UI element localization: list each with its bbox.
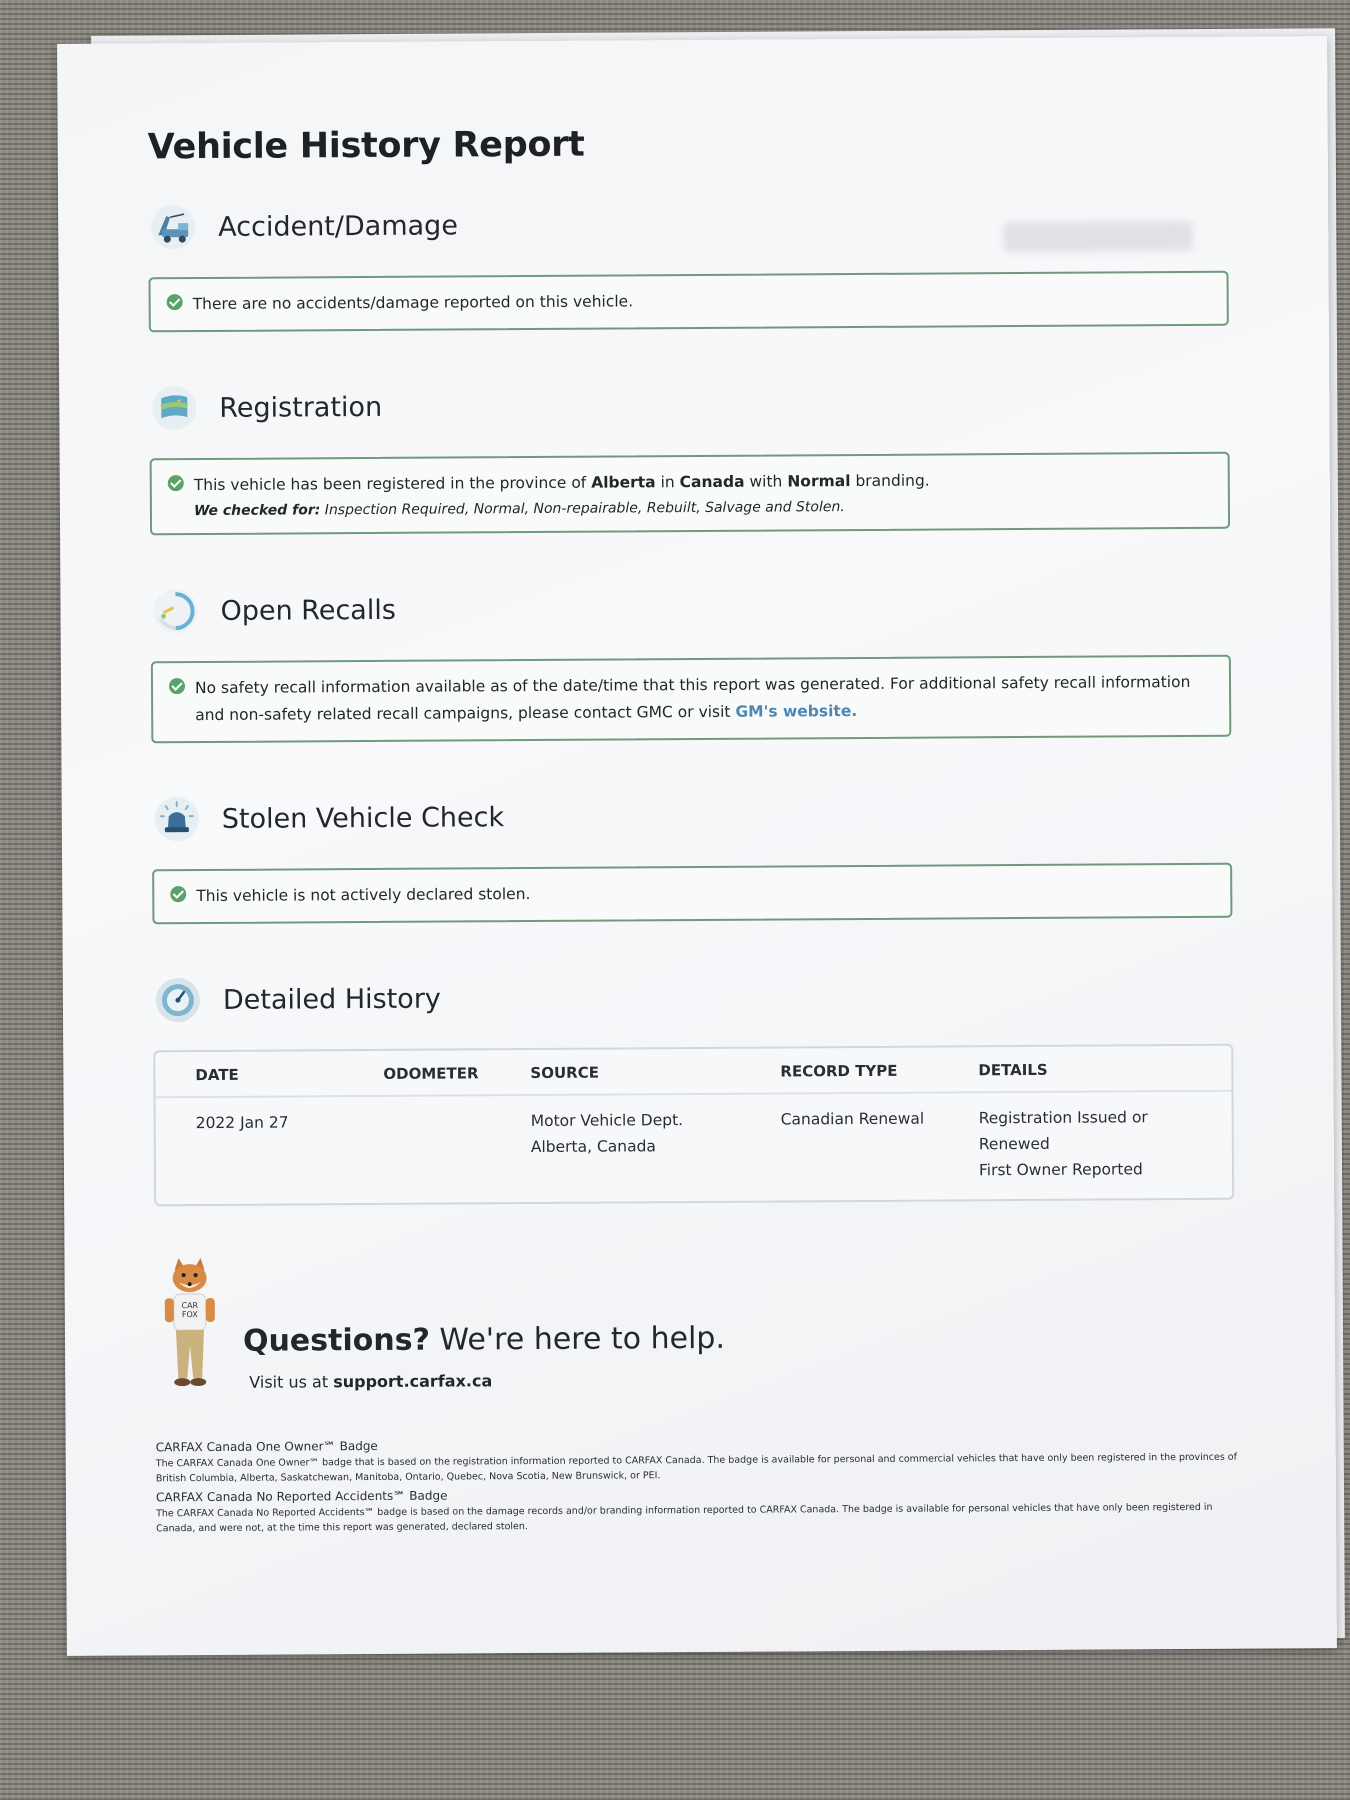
- stolen-section-title: Stolen Vehicle Check: [221, 801, 505, 835]
- footnote-title: CARFAX Canada One Owner℠ Badge: [155, 1438, 378, 1455]
- footnotes: [156, 1434, 1239, 1537]
- column-odometer-header: ODOMETER: [383, 1064, 479, 1083]
- column-date-header: DATE: [195, 1065, 239, 1085]
- footnote-body: The CARFAX Canada One Owner℠ badge that is based on the registration information reported to CARFAX Canada. The badge is available for personal and commercial vehicles that have only been registered in the provinces of British Columbia, Alberta, Saskatchewan, Manitoba, Ontario, Quebec, Nova Scotia, New Brunswick, or PEI.: [155, 1451, 1237, 1485]
- accident-section-header: [148, 193, 1228, 256]
- report-page: [57, 36, 1337, 1656]
- svg-text:CAR: CAR: [181, 1301, 199, 1311]
- registration-section-title: Registration: [219, 391, 383, 424]
- stolen-card: [152, 863, 1232, 925]
- registration-message: This vehicle has been registered in the province of Alberta in Canada with Normal branding.: [193, 471, 930, 495]
- recalls-section-header: [150, 577, 1230, 640]
- column-details-header: DETAILS: [978, 1060, 1048, 1080]
- help-area: [154, 1248, 1235, 1395]
- stolen-message: This vehicle is not actively declared stolen.: [196, 885, 531, 906]
- help-text: [243, 1321, 725, 1394]
- svg-text:FOX: FOX: [181, 1310, 198, 1320]
- tow-truck-icon: [148, 202, 198, 252]
- row-odometer: [384, 1108, 531, 1187]
- check-circle-icon: [170, 886, 186, 902]
- recall-gauge-icon: [150, 586, 200, 636]
- history-section-title: Detailed History: [222, 983, 441, 1016]
- registration-country: Canada: [679, 472, 745, 492]
- history-table: [153, 1044, 1234, 1207]
- history-table-header: [155, 1046, 1231, 1099]
- row-record-type: Canadian Renewal: [780, 1109, 925, 1129]
- support-link[interactable]: support.carfax.ca: [333, 1371, 493, 1392]
- recalls-card: [151, 655, 1231, 744]
- accident-message: There are no accidents/damage reported on this vehicle.: [192, 292, 634, 314]
- registration-section-header: [149, 374, 1229, 437]
- row-date: 2022 Jan 27: [195, 1113, 289, 1133]
- check-circle-icon: [168, 475, 184, 491]
- recalls-message: No safety recall information available as of the date/time that this report was generated. For additional safety recall information and non-safety related recall campaigns, please contact GMC or visit GM's website.: [194, 672, 1191, 725]
- accident-section-title: Accident/Damage: [218, 209, 458, 243]
- table-row: [156, 1092, 1233, 1205]
- history-section-header: [153, 966, 1233, 1029]
- column-record-type-header: RECORD TYPE: [780, 1061, 898, 1081]
- accident-card: [149, 271, 1229, 333]
- siren-icon: [152, 794, 202, 844]
- report-title: Vehicle History Report: [147, 124, 585, 168]
- footnote-body: The CARFAX Canada No Reported Accidents℠ badge is based on the damage records and/or branding information reported to CARFAX Canada. The badge is available for personal vehicles that have only been registered in Canada, and were not, at the time this report was generated, declared stolen.: [156, 1501, 1213, 1535]
- registration-branding: Normal: [787, 472, 851, 491]
- check-circle-icon: [167, 294, 183, 310]
- row-source: Motor Vehicle Dept. Alberta, Canada: [530, 1111, 684, 1157]
- check-circle-icon: [169, 678, 185, 694]
- gm-website-link[interactable]: GM's website.: [735, 702, 858, 721]
- registration-card: [150, 452, 1230, 536]
- odometer-icon: [153, 975, 203, 1025]
- stolen-section-header: [152, 785, 1232, 848]
- help-heading: Questions? We're here to help.: [242, 1320, 726, 1359]
- recalls-section-title: Open Recalls: [220, 594, 396, 627]
- registration-checked-for: We checked for: Inspection Required, Normal, Non-repairable, Rebuilt, Salvage and Stolen.: [193, 499, 845, 520]
- carfax-fox-mascot: [154, 1254, 225, 1394]
- row-details: Registration Issued or Renewed First Owner Reported: [978, 1108, 1148, 1180]
- column-source-header: SOURCE: [530, 1063, 599, 1083]
- flag-icon: [149, 383, 199, 433]
- help-visit: Visit us at support.carfax.ca: [249, 1371, 493, 1392]
- footnote-title: CARFAX Canada No Reported Accidents℠ Badge: [155, 1488, 448, 1505]
- report-content: [148, 121, 1237, 1541]
- registration-province: Alberta: [591, 473, 656, 492]
